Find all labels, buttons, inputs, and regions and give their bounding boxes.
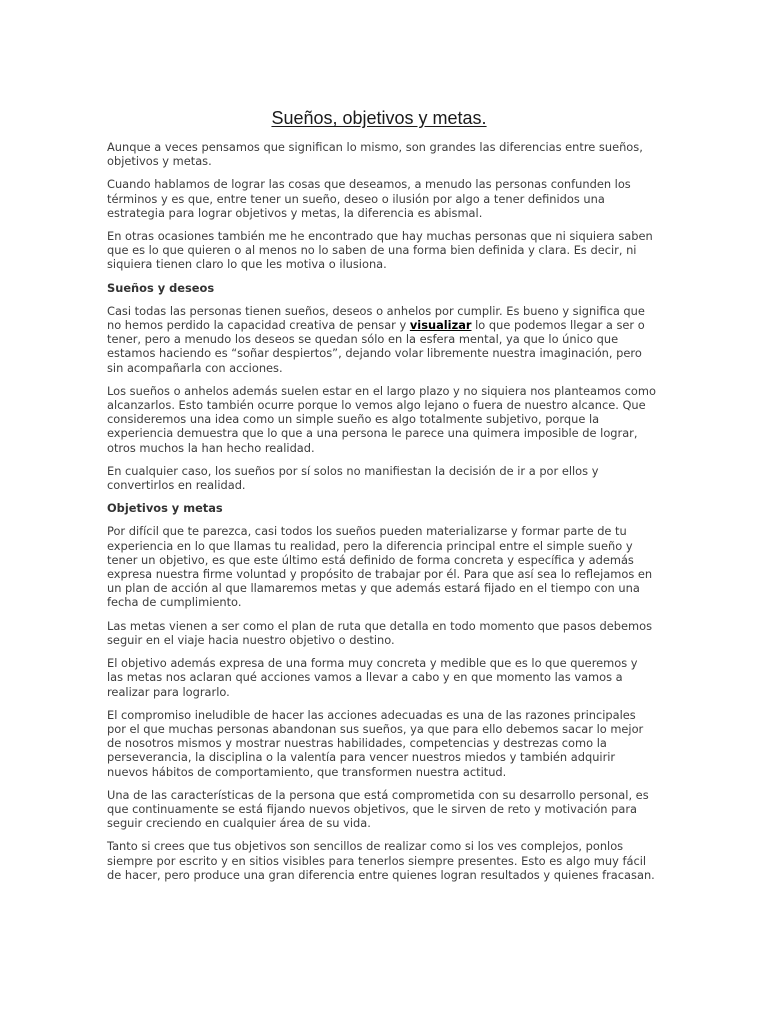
- suenos-paragraph-3: En cualquier caso, los sueños por sí solos no manifiestan la decisión de ir a por ellos y convertirlos en realidad.: [107, 463, 599, 493]
- section-heading-objetivos: Objetivos y metas: [107, 501, 223, 516]
- objetivos-paragraph-1: Por difícil que te parezca, casi todos los sueños pueden materializarse y formar parte de tu experiencia en lo que llamas tu realidad, pero la diferencia principal entre el simple sueño y tener un objetivo, es que este último está definido de forma concreta y específica y además expresa nuestra firme voluntad y propósito de trabajar por él. Para que así sea lo reflejamos en un plan de acción al que llamaremos metas y que además estará fijado en el tiempo con una fecha de cumplimiento.: [107, 524, 653, 610]
- suenos-paragraph-1-end: lo que podemos llegar a ser o tener, pero a menudo los deseos se quedan sólo en la esfera mental, ya que lo único que estamos haciendo es “soñar despiertos”, dejando volar libremente nuestra imaginación, pero sin acompañarla con acciones.: [107, 318, 645, 375]
- objetivos-paragraph-5: Una de las características de la persona que está comprometida con su desarrollo personal, es que continuamente se está fijando nuevos objetivos, que le sirven de reto y motivación para seguir creciendo en cualquier área de su vida.: [107, 787, 649, 831]
- objetivos-paragraph-2: Las metas vienen a ser como el plan de ruta que detalla en todo momento que pasos debemos seguir en el viaje hacia nuestro objetivo o destino.: [107, 618, 653, 647]
- objetivos-paragraph-4: El compromiso ineludible de hacer las acciones adecuadas es una de las razones principales por el que muchas personas abandonan sus sueños, ya que para ello debemos sacar lo mejor de nosotros mismos y mostrar nuestras habilidades, competencias y destrezas como la perseverancia, la disciplina o la valentía para vencer nuestros miedos y también adquirir nuevos hábitos de comportamiento, que transformen nuestra actitud.: [107, 707, 644, 779]
- document-title: Sueños, objetivos y metas.: [271, 108, 487, 128]
- suenos-paragraph-2: Los sueños o anhelos además suelen estar en el largo plazo y no siquiera nos planteamos como alcanzarlos. Esto también ocurre porque lo vemos algo lejano o fuera de nuestro alcance. Que consideremos una idea como un simple sueño es algo totalmente subjetivo, porque la experiencia demuestra que lo que a una persona le parece una quimera imposible de lograr, otros muchos la han hecho realidad.: [107, 383, 656, 455]
- visualizar-link[interactable]: visualizar: [409, 318, 472, 333]
- intro-paragraph-1: Aunque a veces pensamos que significan lo mismo, son grandes las diferencias entre sueños, objetivos y metas.: [107, 140, 643, 169]
- objetivos-paragraph-6: Tanto si crees que tus objetivos son sencillos de realizar como si los ves complejos, ponlos siempre por escrito y en sitios visibles para tenerlos siempre presentes. Esto es algo muy fácil de hacer, pero produce una gran diferencia entre quienes logran resultados y quienes fracasan.: [107, 839, 655, 882]
- suenos-paragraph-1-start: Casi todas las personas tienen sueños, deseos o anhelos por cumplir. Es bueno y significa que no hemos perdido la capacidad creativa de pensar y: [107, 303, 645, 333]
- section-heading-suenos: Sueños y deseos: [107, 280, 215, 295]
- suenos-paragraph-1: [107, 304, 657, 375]
- intro-paragraph-3: En otras ocasiones también me he encontrado que hay muchas personas que ni siquiera saben que es lo que quieren o al menos no lo saben de una forma bien definida y clara. Es decir, ni siquiera tienen claro lo que les motiva o ilusiona.: [107, 229, 653, 272]
- objetivos-paragraph-3: El objetivo además expresa de una forma muy concreta y medible que es lo que queremos y las metas nos aclaran qué acciones vamos a llevar a cabo y en que momento las vamos a realizar para lograrlo.: [107, 656, 638, 699]
- intro-paragraph-2: Cuando hablamos de lograr las cosas que deseamos, a menudo las personas confunden los términos y es que, entre tener un sueño, deseo o ilusión por algo a tener definidos una estrategia para lograr objetivos y metas, la diferencia es abismal.: [107, 177, 631, 220]
- document-page: [107, 106, 657, 891]
